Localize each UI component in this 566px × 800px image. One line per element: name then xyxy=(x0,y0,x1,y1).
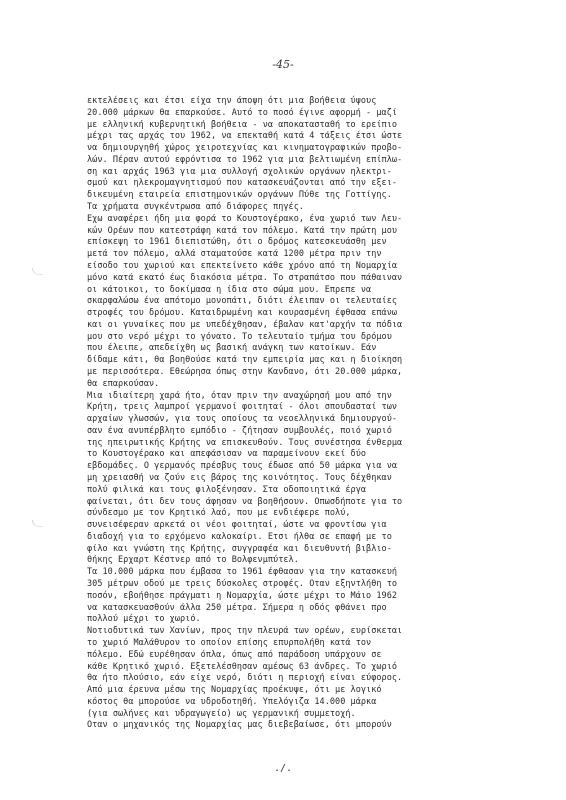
text-line: συνεισέφεραν αρκετά οι νέοι φοιτηταί, ώστε να φροντίσω για xyxy=(87,520,387,531)
text-line: που έλειπε, απεδείχθη ως βασική ανάγκη των κατοίκων. Εάν xyxy=(87,343,377,354)
text-line: δίδαμε κάτι, θα βοηθούσε κατά την εμπειρία μας και η διοίκηση xyxy=(87,355,403,366)
punch-hole-mark-top xyxy=(32,268,43,275)
text-line: Νοτιοδυτικά των Χανίων, προς την πλευρά των ορέων, ευρίσκεται xyxy=(87,626,403,637)
continuation-mark: ./. xyxy=(273,763,293,774)
text-line: πολλού μέχρι το χωριό. xyxy=(87,614,201,625)
text-line: (για σωλήνες και υδραγωγείο) ως γερμανική συμμετοχή. xyxy=(87,708,356,719)
body-text xyxy=(87,96,527,732)
text-line: 305 μέτρων οδού με τρεις δύσκολες στροφές. Οταν εξηντλήθη το xyxy=(87,579,398,590)
text-line: είσοδο του χωριού και επεκτείνετο κάθε χρόνο από τη Νομαρχία xyxy=(87,260,398,271)
text-line: το χωριό Μαλάθυρον το οποίον επίσης επυρπολήθη κατά τον xyxy=(87,637,372,648)
text-line: θα επαρκούσαν. xyxy=(87,378,160,389)
punch-hole-mark-bottom xyxy=(32,520,43,527)
text-line: εκτελέσεις και έτσι είχα την άποψη ότι μια βοήθεια ύψους xyxy=(87,96,377,106)
text-line: επίσκεψη το 1961 διεπιστώθη, ότι ο δρόμος κατεσκευάσθη μεν xyxy=(87,237,387,248)
text-line: της ηπειρωτικής Κρήτης να επισκευθούν. Τους συνέστησα ένθερμα xyxy=(87,437,403,448)
text-line: οι κάτοικοι, το δοκίμασα η ίδια στο σώμα μου. Επρεπε να xyxy=(87,284,372,295)
text-line: φαίνεται, ότι δεν τους άφησαν να βοηθήσουν. Οπωσδήποτε για το xyxy=(87,496,403,507)
text-line: θα ήτο πλούσιο, εάν είχε νερό, διότι η περιοχή είναι εύφορος. xyxy=(87,673,403,684)
text-line: κών Ορέων που κατεστράφη κατά τον πόλεμο. Κατά την πρώτη μου xyxy=(87,225,398,236)
text-line: μόνο κατά εκατό έως διακόσια μέτρα. Το στραπάτσο που πάθαιναν xyxy=(87,272,403,283)
text-line: με ελληνική κυβερνητική βοήθεια - να αποκατασταθή το ερείπιο xyxy=(87,119,398,130)
text-line: μου στο νερό μέχρι το γόνατο. Το τελευταίο τμήμα του δρόμου xyxy=(87,331,392,342)
text-line: Κρήτη, τρεις λαμπροί γερμανοί φοιτηταί - όλοι σπουδασταί των xyxy=(87,402,398,413)
text-line: Μια ιδιαίτερη χαρά ήτο, όταν πριν την αναχώρησή μου από την xyxy=(87,390,392,401)
text-line: να κατασκευασθούν άλλα 250 μέτρα. Σήμερα η οδός φθάνει προ xyxy=(87,602,387,613)
text-line: πολύ φιλικά και τους φιλοξένησαν. Στα οδοποιητικά έργα xyxy=(87,484,367,495)
text-line: φίλο και γνώστη της Κρήτης, συγγραφέα και διευθυντή βιβλιο- xyxy=(87,543,392,554)
text-line: μέχρι τας αρχάς του 1962, να επεκταθή κατά 4 τάξεις έτσι ώστε xyxy=(87,131,403,142)
text-line: κάθε Κρητικό χωριό. Εξετελέσθησαν αμέσως 63 άνδρες. Το χωριό xyxy=(87,661,398,672)
text-line: Τα 10.000 μάρκα που έμβασα το 1961 έφθασαν για την κατασκευή xyxy=(87,567,398,578)
text-line: σύνδεσμο με τον Κρητικό λαό, που με ενδιέφερε πολύ, xyxy=(87,508,351,519)
text-line: σκαρφαλώσω ένα απότομο μονοπάτι, διότι έλειπαν οι τελευταίες xyxy=(87,296,398,307)
text-line: Από μια έρευνα μέσω της Νομαρχίας προέκυψε, ότι με λογικό xyxy=(87,685,382,696)
page-number: -45- xyxy=(272,58,294,71)
text-line: πόλεμο. Εδώ ευρέθησαν όπλα, όπως από παράδοση υπάρχουν σε xyxy=(87,649,382,660)
text-line: λών. Πέραν αυτού εφρόντισα το 1962 για μια βελτιωμένη επίπλω- xyxy=(87,154,403,165)
text-line: σμού και ηλεκρομαγνητισμού που κατασκευάζονται από την εξει- xyxy=(87,178,398,189)
text-line: ποσόν, εβοήθησε πράγματι η Νομαρχία, ώστε μέχρι το Μάιο 1962 xyxy=(87,590,398,601)
text-line: κόστος θα μπορούσε να υδροδοτηθή. Υπελόγιζα 14.000 μάρκα xyxy=(87,696,377,707)
text-line: αρχαίων γλωσσών, για τους οποίους τα νεοελληνικά δημιουργού- xyxy=(87,414,398,425)
text-line: διαδοχή για το ερχόμενο καλοκαίρι. Ετσι ήλθα σε επαφή με το xyxy=(87,531,392,542)
text-line: θήκης Ερχαρτ Κέστνερ από το Βολφενμπύτελ. xyxy=(87,555,299,566)
text-line: δικευμένη εταιρεία επιστημονικών οργάνων Πύθε της Γοττίγης. xyxy=(87,190,392,201)
text-line: Οταν ο μηχανικός της Νομαρχίας μας διεβεβαίωσε, ότι μπορούν xyxy=(87,720,392,731)
text-line: ση και αρχάς 1963 για μια συλλογή σχολικών οργάνων ηλεκτρι- xyxy=(87,166,392,177)
text-line: Εχω αναφέρει ήδη μια φορά το Κουστογέρακο, ένα χωριό των Λευ- xyxy=(87,213,403,224)
text-line: στροφές του δρόμου. Καταιδρωμένη και κουρασμένη έφθασα επάνω xyxy=(87,308,398,319)
text-line: σαν ένα ανυπέρβλητο εμπόδιο - ζήτησαν συμβουλές, ποιό χωριό xyxy=(87,425,392,436)
text-line: να δημιουργηθή χώρος χειροτεχνίας και κινηματογραφικών προβο- xyxy=(87,143,403,154)
text-line: με περισσότερα. Εθεώρησα όπως στην Κανδανο, ότι 20.000 μάρκα, xyxy=(87,366,403,377)
text-line: εβδομάδες. Ο γερμανός πρέσβυς τους έδωσε από 50 μάρκα για να xyxy=(87,461,398,472)
text-line: μετά τον πόλεμο, αλλά σταματούσε κατά 1200 μέτρα πριν την xyxy=(87,249,382,260)
text-line: και οι γυναίκες που με υπεδέχθησαν, έβαλαν κατ'αρχήν τα πόδια xyxy=(87,319,403,330)
text-line: Τα χρήματα συγκέντρωσα από διάφορες πηγές. xyxy=(87,202,305,213)
text-line: μη χρειασθή να ζούν εις βάρος της κοινότητος. Τους δέχθηκαν xyxy=(87,473,392,483)
text-line: 20.000 μάρκων θα επαρκούσε. Αυτό το ποσό έγινε αφορμή - μαζί xyxy=(87,107,398,118)
text-line: το Κουστογέρακο και απεφάσισαν να παραμείνουν εκεί δύο xyxy=(87,449,367,460)
